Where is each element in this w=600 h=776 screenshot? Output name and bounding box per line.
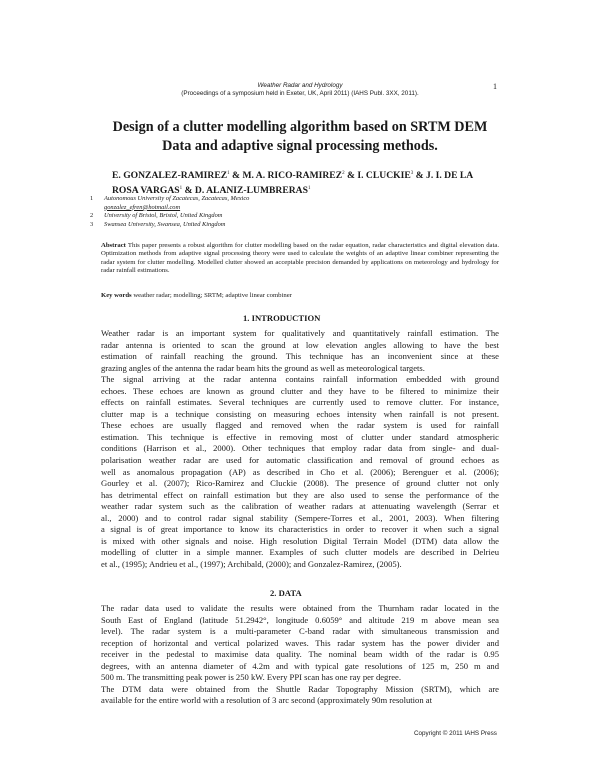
text-line: estimation of rainfall reaching the ground. This technique has an inconvenient since at these bbox=[101, 351, 499, 362]
text-line: reception of horizontal and vertical polarized waves. This radar system has the power divider and bbox=[101, 637, 499, 648]
text-line: Weather radar is an important system for qualitatively and quantitatively rainfall estimation. The bbox=[101, 328, 499, 338]
text-line: well as anomalous propagation (AP) as described in Cho et al. (2006); Berenguer et al. (2006); bbox=[101, 466, 499, 477]
author-name: M. A. RICO-RAMIREZ bbox=[242, 170, 343, 181]
abstract-text: This paper presents a robust algorithm for clutter modelling based on the radar equation, radar characteristics and digital elevation data. Optimization methods from adaptive signal processing theory were used to calculate the weights of an adaptive linear combiner representing the radar system for clutter modelling. Modelled clutter showed an acceptable precision demanded by applications on meteorology and hydrology for radar rainfall estimations. bbox=[101, 242, 499, 275]
text-line: has detrimental effect on rainfall estimation but they are also used to sense the performance of the bbox=[101, 489, 499, 500]
text-line: The DTM data were obtained from the Shuttle Radar Topography Mission (SRTM), which are bbox=[101, 683, 499, 694]
page-number: 1 bbox=[493, 82, 497, 91]
copyright-notice: Copyright © 2011 IAHS Press bbox=[414, 730, 497, 737]
affiliation-number: 2 bbox=[90, 212, 94, 220]
text-line: effects on rainfall estimates. Several techniques are currently used to remove clutter. For instance, bbox=[101, 397, 499, 408]
author-name: D. ALANIZ-LUMBRERAS bbox=[194, 185, 308, 196]
text-line: 500 m. The transmitting peak power is 250 kW. Every PPI scan has one ray per degree. bbox=[101, 672, 401, 683]
text-line: modelling of clutter in a simple manner. Examples of such clutter models are described in Delrieu bbox=[101, 547, 499, 558]
author-list bbox=[112, 167, 492, 197]
author-separator: & bbox=[344, 170, 358, 181]
text-line: conditions (Harrison et al., 2000). Other techniques that employ radar data from single- and dual- bbox=[101, 443, 499, 454]
keywords-label: Key words bbox=[101, 292, 132, 299]
text-line: weather radar system such as the calibration of weather radars at attenuating wavelength (Serrar et bbox=[101, 501, 499, 512]
author-affiliation-sup: 3 bbox=[410, 171, 414, 176]
running-header-journal: Weather Radar and Hydrology bbox=[257, 82, 343, 89]
text-line: clutter map is a technique consisting on measuring echoes intensity when rainfall is not present. bbox=[101, 408, 499, 419]
affiliation-item bbox=[90, 204, 390, 213]
affiliation-item bbox=[90, 195, 390, 204]
paper-title-line-1: Design of a clutter modelling algorithm based on SRTM DEM bbox=[112, 119, 488, 135]
affiliation-text: University of Bristol, Bristol, United Kingdom bbox=[104, 212, 223, 220]
running-header-proceedings: (Proceedings of a symposium held in Exeter, UK, April 2011) (IAHS Publ. 3XX, 2011). bbox=[181, 90, 419, 97]
author-affiliation-sup: 1 bbox=[227, 171, 230, 176]
text-line: polarisation weather radar are used for automatic classification and removal of ground echoes as bbox=[101, 455, 499, 466]
keywords-text: weather radar; modelling; SRTM; adaptive linear combiner bbox=[131, 292, 292, 299]
text-line: Gourley et al. (2007); Rico-Ramirez and Cluckie (2008). The presence of ground clutter not only bbox=[101, 478, 499, 489]
text-line: These echoes are usually flagged and removed when the radar system is used for rainfall bbox=[101, 420, 499, 431]
affiliation-email[interactable]: gonzalez_efren@hotmail.com bbox=[104, 203, 181, 211]
introduction-body bbox=[101, 328, 499, 570]
abstract bbox=[101, 242, 499, 276]
text-line: a signal is of great importance to know its characteristics in order to recover it when such a signal bbox=[101, 524, 499, 535]
author-affiliation-sup: 1 bbox=[307, 186, 311, 191]
text-line: al., 2000) and to control radar signal stability (Sempere-Torres et al., 2001, 2003). When filtering bbox=[101, 512, 499, 523]
affiliation-text: Swansea University, Swansea, United Kingdom bbox=[104, 220, 226, 228]
text-line: receiver in the pedestal to maximise data quality. The nominal beam width of the radar is 0.95 bbox=[101, 649, 499, 660]
author-name: J. I. DE LA ROSA VARGAS bbox=[112, 170, 473, 196]
keywords bbox=[101, 292, 499, 300]
paper-title bbox=[60, 118, 540, 156]
author-name: I. CLUCKIE bbox=[357, 170, 411, 181]
text-line: estimation. This technique is effective in removing most of clutter under standard atmospheric bbox=[101, 431, 499, 442]
author-affiliation-sup: 2 bbox=[342, 171, 345, 176]
text-line: degrees, with an antenna diameter of 4.2m and with typical gate resolutions of 125 m, 250 m and bbox=[101, 660, 499, 671]
text-line: level). The radar system is a multi-parameter C-band radar with simultaneous transmission and bbox=[101, 626, 499, 637]
section-heading-data: 2. DATA bbox=[270, 588, 302, 598]
text-line: radar antenna is oriented to scan the ground at low elevation angles allowing to have the best bbox=[101, 339, 499, 350]
text-line: The signal arriving at the radar antenna contains rainfall information embedded with ground bbox=[101, 374, 499, 385]
text-line: available for the entire world with a resolution of 3 arc second (approximately 90m resolution at bbox=[101, 695, 432, 706]
author-affiliation-sup: 1 bbox=[179, 186, 183, 191]
data-body bbox=[101, 603, 499, 707]
text-line: et al., (1995); Andrieu et al., (1997); Archibald, (2000); and Gonzalez-Ramirez, (2005). bbox=[101, 558, 402, 569]
text-line: South East of England (latitude 51.2942°, longitude 0.6059° and altitude 219 m above mean sea bbox=[101, 614, 499, 625]
paper-title-line-2: Data and adaptive signal processing methods. bbox=[162, 138, 438, 154]
author-name: E. GONZALEZ-RAMIREZ bbox=[112, 170, 228, 181]
affiliation-text: Autonomous University of Zacatecas, Zacatecas, Mexico bbox=[104, 195, 250, 202]
affiliations bbox=[90, 195, 390, 229]
author-separator: & bbox=[182, 185, 195, 196]
affiliation-item bbox=[90, 212, 390, 221]
text-line: is mixed with other signals and noise. High resolution Digital Terrain Model (DTM) data allow the bbox=[101, 535, 499, 546]
author-separator: & bbox=[413, 170, 427, 181]
text-line: The radar data used to validate the results were obtained from the Thurnham radar located in the bbox=[101, 603, 499, 613]
affiliation-number: 3 bbox=[90, 220, 94, 228]
text-line: grazing angles of the antenna the radar beam hits the ground as well as meteorological targets. bbox=[101, 362, 425, 373]
affiliation-number: 1 bbox=[90, 195, 94, 202]
section-heading-introduction: 1. INTRODUCTION bbox=[243, 313, 321, 323]
affiliation-item bbox=[90, 221, 390, 230]
abstract-label: Abstract bbox=[101, 242, 126, 249]
text-line: echoes. These echoes are known as ground clutter and they have to be filtered to minimize their bbox=[101, 385, 499, 396]
author-separator: & bbox=[229, 170, 243, 181]
